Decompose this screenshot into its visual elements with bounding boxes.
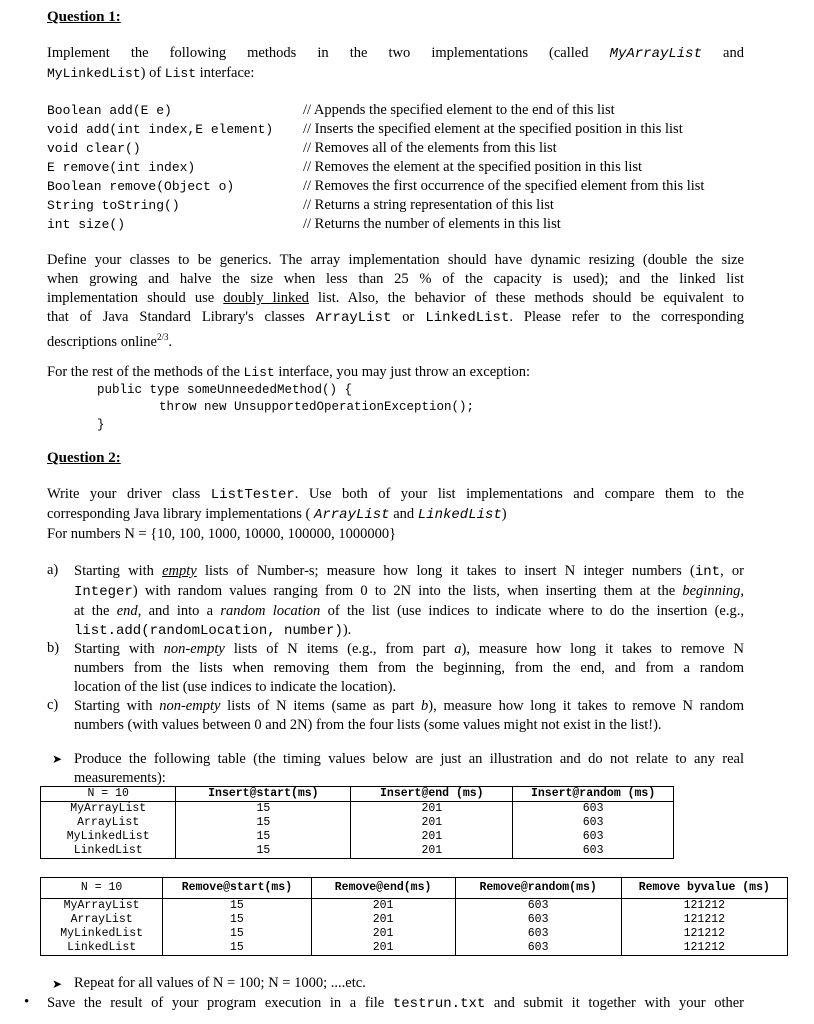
table-cell: 121212: [621, 941, 787, 956]
method-sig: Boolean remove(Object o): [47, 179, 235, 194]
generics-line-5: [47, 328, 744, 352]
table-cell: 603: [513, 844, 674, 859]
table-cell: 201: [351, 816, 513, 830]
generics-line-2: when growing and halve the size when less than 25 % of the capacity is used); and the linked list: [47, 271, 744, 287]
table-cell: 201: [311, 927, 455, 941]
question-1-heading: Question 1:: [47, 9, 121, 25]
table-row: [41, 913, 788, 927]
table-row: [41, 816, 674, 830]
save-text-part: and submit it together with your other: [485, 995, 744, 1011]
item-b-label: b): [47, 640, 60, 656]
table-cell: LinkedList: [41, 844, 176, 859]
q2-text: Write your driver class: [47, 486, 211, 502]
table-header-cell: Insert@random (ms): [513, 787, 674, 802]
table-header-cell: Remove@start(ms): [163, 878, 311, 899]
code-arraylist: ArrayList: [313, 507, 390, 523]
code-linkedlist: LinkedList: [425, 310, 510, 326]
item-emphasis: beginning,: [682, 583, 744, 599]
doubly-linked-underlined: doubly linked: [223, 290, 309, 306]
method-comment: // Removes the element at the specified position in this list: [303, 159, 643, 175]
table-row: [41, 844, 674, 859]
table-cell: 15: [176, 830, 351, 844]
table-cell: 121212: [621, 927, 787, 941]
table-row: [41, 927, 788, 941]
table-cell: 15: [176, 844, 351, 859]
code-linkedlist: LinkedList: [417, 507, 502, 523]
table-header-cell: Remove@end(ms): [311, 878, 455, 899]
generics-text: implementation should use: [47, 290, 224, 306]
table-cell: 15: [176, 802, 351, 817]
generics-text: .: [168, 333, 173, 350]
method-comment: // Removes the first occurrence of the specified element from this list: [303, 178, 705, 194]
q2-intro-line-2: [47, 505, 744, 525]
q2-text: and: [389, 506, 418, 522]
table-row: [41, 899, 788, 914]
item-text: Starting with: [74, 563, 163, 579]
item-a: [74, 562, 744, 641]
q1-intro-code-myarraylist: MyArrayList: [609, 46, 702, 62]
method-sig: void clear(): [47, 141, 141, 156]
q2-intro-line-3: For numbers N = {10, 100, 1000, 10000, 100000, 1000000}: [47, 526, 397, 542]
item-text: Starting with: [74, 641, 164, 657]
code-listtester: ListTester: [210, 487, 295, 503]
generics-text: descriptions online: [47, 333, 157, 350]
item-emphasis: non-empty: [159, 698, 221, 714]
item-b: [74, 640, 744, 697]
code-line-3: }: [97, 418, 105, 432]
table-cell: ArrayList: [41, 913, 163, 927]
method-comment: // Returns the number of elements in this list: [303, 216, 561, 232]
generics-line-1: Define your classes to be generics. The array implementation should have dynamic resizing (double the size: [47, 252, 744, 268]
table-cell: MyLinkedList: [41, 927, 163, 941]
item-text: lists of Number-s; measure how long it takes to insert N integer numbers (: [196, 563, 695, 579]
q2-intro: [47, 485, 744, 544]
table-cell: 15: [163, 913, 311, 927]
item-emphasis: non-empty: [163, 641, 225, 657]
item-text: ).: [342, 622, 352, 638]
table-cell: 15: [163, 941, 311, 956]
table-header-cell: Remove byvalue (ms): [621, 878, 787, 899]
table-cell: 603: [455, 927, 621, 941]
item-b-line-3: location of the list (use indices to indicate the location).: [74, 679, 397, 695]
table-cell: 201: [351, 802, 513, 817]
generics-line-3: [47, 289, 744, 308]
method-sig: E remove(int index): [47, 160, 196, 175]
item-emphasis: random location: [220, 603, 321, 619]
table-row: [41, 830, 674, 844]
generics-text: that of Java Standard Library's classes: [47, 309, 316, 325]
code-list-add: list.add(randomLocation, number): [74, 623, 343, 639]
table-row: [41, 941, 788, 956]
item-text: ), measure how long it takes to remove N random: [428, 698, 744, 714]
table-header-cell: N = 10: [41, 878, 163, 899]
method-comment: // Returns a string representation of this list: [303, 197, 554, 213]
table-cell: 201: [311, 913, 455, 927]
generics-text: or: [391, 309, 426, 325]
method-comment: // Inserts the specified element at the specified position in this list: [303, 121, 683, 137]
q1-intro-line-1: [47, 44, 744, 64]
item-c: [74, 697, 744, 735]
insert-timing-table: [40, 786, 674, 859]
item-a-line-4: [74, 621, 744, 641]
rest-code-list: List: [243, 365, 275, 380]
item-emphasis: end: [116, 603, 138, 619]
generics-line-4: [47, 308, 744, 328]
generics-paragraph: [47, 251, 744, 352]
table-row: [41, 802, 674, 817]
table-cell: 15: [163, 899, 311, 914]
q1-intro: [47, 44, 744, 83]
q2-text: . Use both of your list implementations and compare them to the: [294, 486, 744, 502]
table-cell: 603: [513, 816, 674, 830]
table-cell: 603: [455, 913, 621, 927]
remove-timing-table: [40, 877, 788, 956]
produce-line-1: Produce the following table (the timing values below are just an illustration and do not relate to any real: [74, 751, 744, 767]
method-comment: // Appends the specified element to the end of this list: [303, 102, 615, 118]
q1-intro-text: Implement the following methods in the two implementations (called: [47, 45, 610, 61]
item-c-label: c): [47, 697, 59, 713]
item-a-label: a): [47, 562, 59, 578]
table-header-cell: Remove@random(ms): [455, 878, 621, 899]
item-text: , and into a: [137, 603, 221, 619]
bullet-dot-icon: •: [24, 994, 30, 1010]
rest-text: For the rest of the methods of the: [47, 364, 244, 380]
method-sig: String toString(): [47, 198, 180, 213]
method-sig: int size(): [47, 217, 126, 232]
table-cell: MyLinkedList: [41, 830, 176, 844]
table-header-row: [41, 878, 788, 899]
table-cell: 201: [351, 844, 513, 859]
q1-intro-code-list: List: [164, 66, 197, 81]
table-cell: MyArrayList: [41, 802, 176, 817]
q2-text: ): [501, 506, 507, 522]
table-cell: ArrayList: [41, 816, 176, 830]
item-emphasis: a: [454, 641, 462, 657]
item-c-line-1: [74, 697, 744, 716]
item-text: of the list (use indices to indicate where to do the insertion (e.g.,: [320, 603, 744, 619]
footnote-separator: /: [161, 332, 164, 342]
item-a-line-1: [74, 562, 744, 582]
code-arraylist: ArrayList: [315, 310, 392, 326]
item-b-line-1: [74, 640, 744, 659]
code-line-2: throw new UnsupportedOperationException();: [159, 400, 475, 414]
item-text: lists of N items (same as part: [220, 698, 422, 714]
save-text: [47, 995, 744, 1012]
q1-intro-line-2: [47, 64, 744, 83]
table-header-cell: Insert@end (ms): [351, 787, 513, 802]
question-2-heading: Question 2:: [47, 450, 121, 466]
table-cell: 121212: [621, 899, 787, 914]
generics-text: list. Also, the behavior of these methods should be equivalent to: [308, 290, 744, 306]
q2-text: corresponding Java library implementations (: [47, 506, 314, 522]
table-cell: 603: [455, 899, 621, 914]
item-emphasis: b: [421, 698, 429, 714]
q1-intro-text-interface: interface:: [196, 65, 255, 81]
table-cell: 201: [311, 899, 455, 914]
item-text: ), measure how long it takes to remove N: [461, 641, 744, 657]
save-line: [47, 995, 744, 1012]
code-line-1: public type someUnneededMethod() {: [97, 383, 353, 397]
table-cell: 201: [311, 941, 455, 956]
table-header-cell: N = 10: [41, 787, 176, 802]
repeat-text: Repeat for all values of N = 100; N = 1000; ....etc.: [74, 975, 366, 991]
generics-text: . Please refer to the corresponding: [509, 309, 744, 325]
rest-text: interface, you may just throw an exception:: [274, 364, 531, 380]
arrow-bullet-icon: ➤: [52, 752, 63, 766]
method-sig: void add(int index,E element): [47, 122, 274, 137]
table-cell: 603: [513, 802, 674, 817]
q1-intro-text-of: ) of: [140, 65, 165, 81]
arrow-bullet-icon: ➤: [52, 977, 63, 991]
table-header-row: [41, 787, 674, 802]
item-a-line-3: [74, 602, 744, 621]
item-text: , or: [720, 563, 744, 579]
footnote-ref-2: 2: [156, 332, 162, 342]
q2-intro-line-1: [47, 485, 744, 505]
table-cell: MyArrayList: [41, 899, 163, 914]
item-b-line-2: numbers from the lists when removing them from the beginning, from the end, and from a random: [74, 660, 744, 676]
footnote-ref-3: 3: [163, 332, 169, 342]
table-header-cell: Insert@start(ms): [176, 787, 351, 802]
code-testrun: testrun.txt: [392, 996, 486, 1012]
produce-line-2: measurements):: [74, 770, 166, 786]
save-text-part: Save the result of your program execution in a file: [47, 995, 393, 1011]
rest-methods-text: [47, 364, 530, 381]
table-cell: 201: [351, 830, 513, 844]
table-cell: 603: [455, 941, 621, 956]
item-a-line-2: [74, 582, 744, 602]
item-text: Starting with: [74, 698, 160, 714]
item-c-line-2: numbers (with values between 0 and 2N) from the four lists (some values might not exist in the list!).: [74, 717, 662, 733]
method-sig: Boolean add(E e): [47, 103, 172, 118]
item-text: lists of N items (e.g., from part: [224, 641, 455, 657]
item-text: ) with random values ranging from 0 to 2N into the lists, when inserting them at the: [132, 583, 683, 599]
table-cell: 15: [163, 927, 311, 941]
q1-intro-code-mylinkedlist: MyLinkedList: [47, 66, 141, 81]
q1-intro-text-and: and: [701, 45, 744, 61]
code-int: int: [694, 564, 721, 580]
item-emphasis: empty: [162, 563, 197, 579]
method-comment: // Removes all of the elements from this list: [303, 140, 557, 156]
table-cell: 603: [513, 830, 674, 844]
produce-text: [74, 750, 744, 788]
item-text: at the: [74, 603, 117, 619]
table-cell: LinkedList: [41, 941, 163, 956]
table-cell: 121212: [621, 913, 787, 927]
table-cell: 15: [176, 816, 351, 830]
code-integer: Integer: [74, 584, 133, 600]
